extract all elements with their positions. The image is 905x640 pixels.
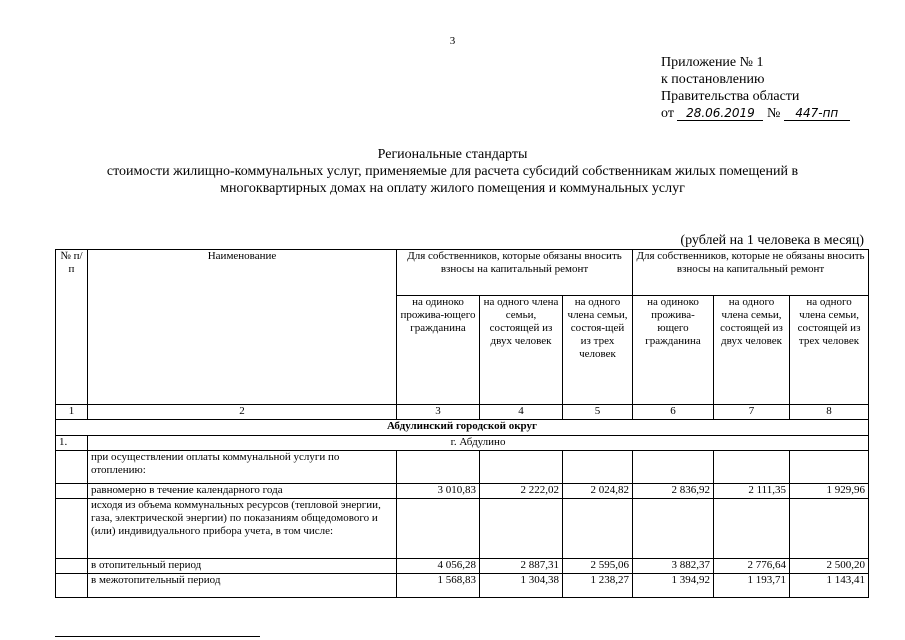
- appendix-line-4: [661, 105, 850, 122]
- column-number-row: [56, 405, 869, 420]
- header-num: № п/п: [56, 250, 88, 405]
- table-row: [56, 484, 869, 499]
- value-cell: 3 010,83: [397, 484, 480, 499]
- footnote-separator: [55, 636, 260, 637]
- value-cell: [714, 451, 790, 484]
- value-cell: 2 836,92: [633, 484, 714, 499]
- row-label: в отопительный период: [88, 559, 397, 574]
- value-cell: 2 111,35: [714, 484, 790, 499]
- value-cell: [397, 499, 480, 559]
- value-cell: [397, 451, 480, 484]
- value-cell: 4 056,28: [397, 559, 480, 574]
- value-cell: [563, 451, 633, 484]
- column-number: 2: [88, 405, 397, 420]
- district-heading: Абдулинский городской округ: [56, 420, 869, 436]
- column-number: 6: [633, 405, 714, 420]
- column-number: 5: [563, 405, 633, 420]
- from-label: от: [661, 106, 674, 121]
- subheader-cell: на одного члена семьи, состоящей из двух человек: [714, 296, 790, 405]
- document-title: [0, 146, 905, 197]
- table-row: [56, 499, 869, 559]
- subheader-cell: на одного члена семьи, состоящей из двух человек: [480, 296, 563, 405]
- value-cell: 1 238,27: [563, 574, 633, 598]
- value-cell: [480, 451, 563, 484]
- value-cell: 2 887,31: [480, 559, 563, 574]
- value-cell: 1 143,41: [790, 574, 869, 598]
- value-cell: [633, 451, 714, 484]
- resolution-date: 28.06.2019: [677, 106, 763, 121]
- header-group-without-repair: Для собственников, которые не обязаны вносить взносы на капитальный ремонт: [633, 250, 869, 296]
- table-row: [56, 559, 869, 574]
- appendix-line-2: к постановлению: [661, 72, 765, 87]
- header-group-with-repair: Для собственников, которые обязаны вносить взносы на капитальный ремонт: [397, 250, 633, 296]
- value-cell: [633, 499, 714, 559]
- value-cell: [480, 499, 563, 559]
- row-label: при осуществлении оплаты коммунальной услуги по отоплению:: [88, 451, 397, 484]
- appendix-line-1: Приложение № 1: [661, 55, 764, 70]
- value-cell: 1 193,71: [714, 574, 790, 598]
- subheader-cell: на одного члена семьи, состоя-щей из трех человек: [563, 296, 633, 405]
- value-cell: 2 776,64: [714, 559, 790, 574]
- empty-cell: [56, 574, 88, 598]
- empty-cell: [56, 484, 88, 499]
- column-number: 7: [714, 405, 790, 420]
- title-line-1: Региональные стандарты: [377, 147, 528, 162]
- value-cell: [790, 451, 869, 484]
- column-number: 1: [56, 405, 88, 420]
- item-number: 1.: [56, 436, 88, 451]
- row-label: исходя из объема коммунальных ресурсов (тепловой энергии, газа, электрической энергии) по показаниям общедомового и (или) индивидуального прибора учета, в том числе:: [88, 499, 397, 559]
- subheader-cell: на одного члена семьи, состоящей из трех человек: [790, 296, 869, 405]
- empty-cell: [56, 559, 88, 574]
- value-cell: 2 500,20: [790, 559, 869, 574]
- subheader-cell: на одиноко прожива-ющего гражданина: [397, 296, 480, 405]
- subheader-cell: на одиноко прожива-ющего гражданина: [633, 296, 714, 405]
- row-label: равномерно в течение календарного года: [88, 484, 397, 499]
- appendix-line-3: Правительства области: [661, 89, 800, 104]
- empty-cell: [56, 499, 88, 559]
- units-note: (рублей на 1 человека в месяц): [680, 233, 864, 248]
- column-number: 8: [790, 405, 869, 420]
- appendix-block: [661, 54, 850, 122]
- title-line-2: стоимости жилищно-коммунальных услуг, применяемые для расчета субсидий собственникам жилых помещений в: [106, 164, 799, 179]
- header-name: Наименование: [88, 250, 397, 405]
- column-number: 4: [480, 405, 563, 420]
- table-row: [56, 574, 869, 598]
- value-cell: 2 595,06: [563, 559, 633, 574]
- value-cell: 2 222,02: [480, 484, 563, 499]
- city-heading: г. Абдулино: [88, 436, 869, 451]
- value-cell: 2 024,82: [563, 484, 633, 499]
- value-cell: 1 929,96: [790, 484, 869, 499]
- column-number: 3: [397, 405, 480, 420]
- value-cell: [790, 499, 869, 559]
- title-line-3: многоквартирных домах на оплату жилого помещения и коммунальных услуг: [220, 181, 685, 196]
- row-label: в межотопительный период: [88, 574, 397, 598]
- value-cell: 1 568,83: [397, 574, 480, 598]
- resolution-number: 447-пп: [784, 106, 850, 121]
- value-cell: 1 394,92: [633, 574, 714, 598]
- value-cell: [563, 499, 633, 559]
- table-row: [56, 451, 869, 484]
- page-number: 3: [449, 35, 456, 47]
- value-cell: 1 304,38: [480, 574, 563, 598]
- value-cell: [714, 499, 790, 559]
- value-cell: 3 882,37: [633, 559, 714, 574]
- standards-table: [55, 249, 869, 598]
- empty-cell: [56, 451, 88, 484]
- number-label: №: [766, 106, 781, 121]
